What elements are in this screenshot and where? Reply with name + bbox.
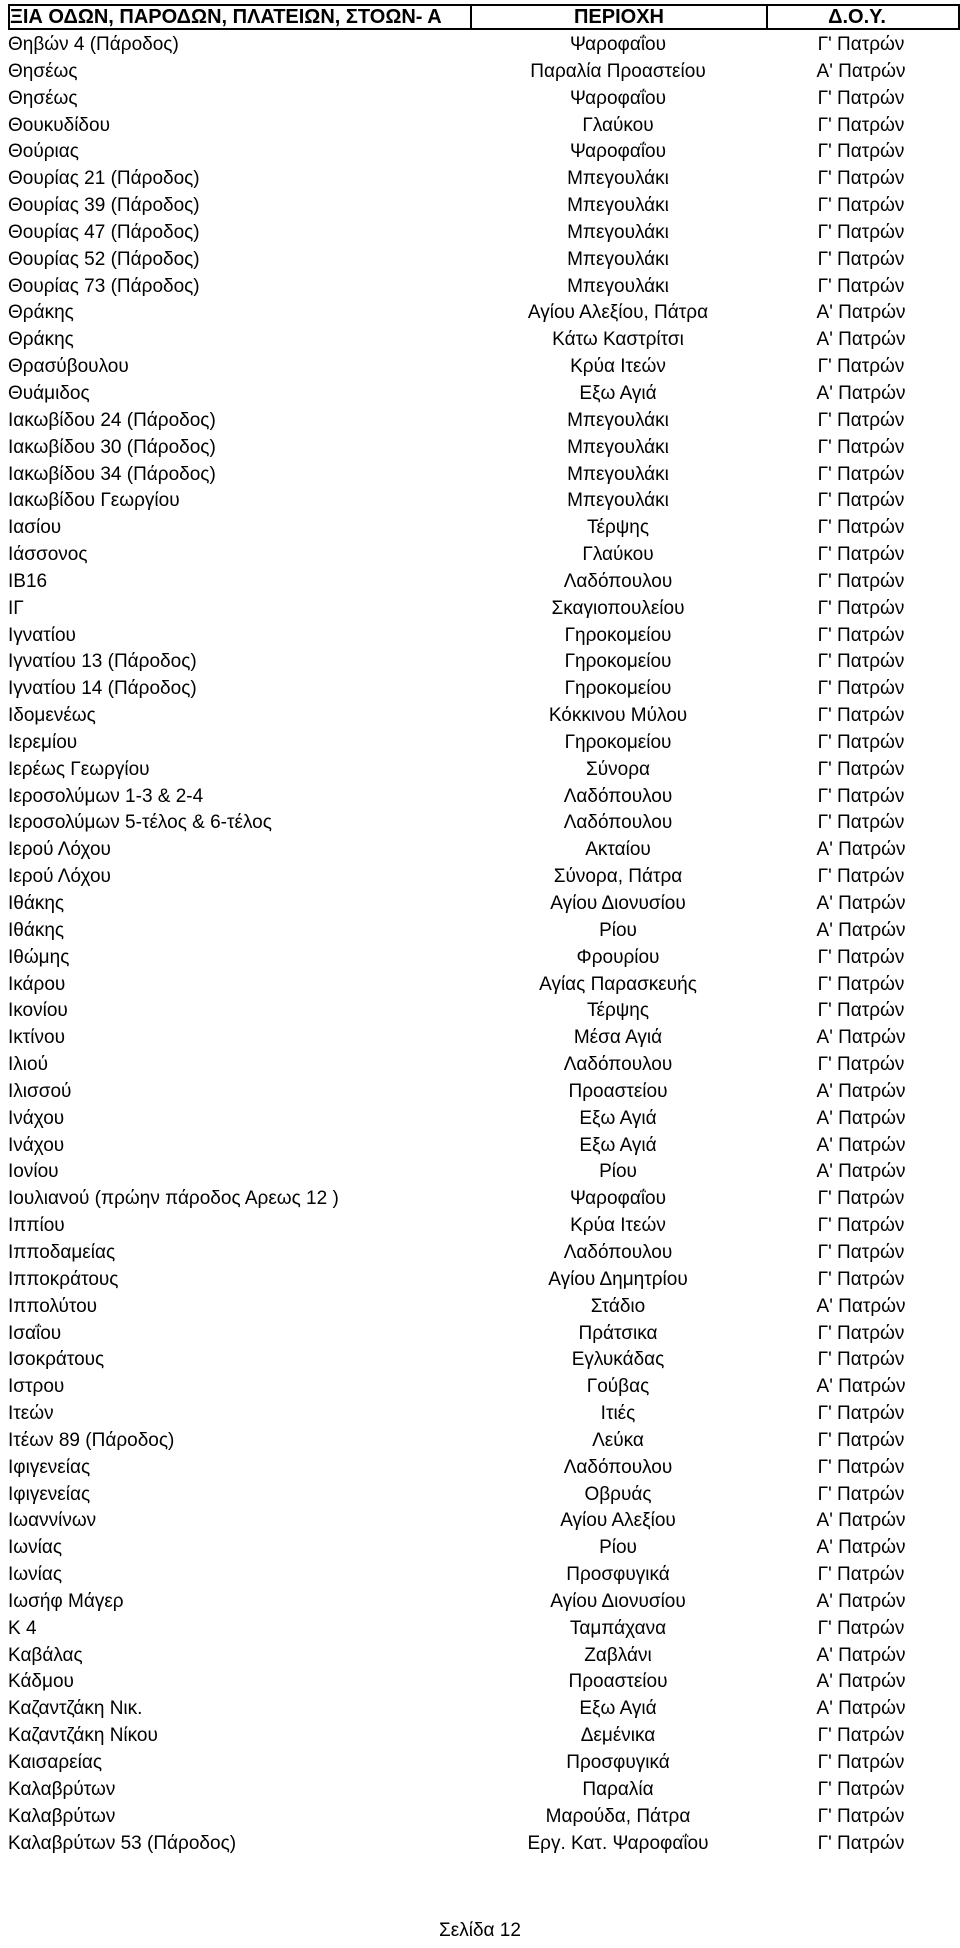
tax-office-cell: Α' Πατρών (816, 382, 906, 404)
table-row (8, 730, 960, 757)
street-name-cell: Θουρίας 21 (Πάροδος) (8, 168, 200, 190)
area-cell: Σύνορα, Πάτρα (553, 866, 683, 888)
street-name-cell: Ιφιγενείας (8, 1483, 91, 1505)
table-row (8, 1052, 960, 1079)
table-row (8, 1186, 960, 1213)
street-name-cell: Ιππίου (8, 1215, 65, 1237)
table-row (8, 1374, 960, 1401)
street-name-cell: Ιακωβίδου Γεωργίου (8, 490, 180, 512)
tax-office-cell: Α' Πατρών (816, 1537, 906, 1559)
street-name-cell: Ιδομενέως (8, 705, 96, 727)
table-row (8, 381, 960, 408)
street-name-cell: Ιασίου (8, 517, 62, 539)
street-name-cell: Καλαβρύτων (8, 1805, 116, 1827)
area-cell: Μαρούδα, Πάτρα (545, 1805, 691, 1827)
tax-office-cell: Α' Πατρών (816, 1644, 906, 1666)
street-name-cell: ΙΓ (8, 597, 24, 619)
header-street-name: ΞΙΑ ΟΔΩΝ, ΠΑΡΟΔΩΝ, ΠΛΑΤΕΙΩΝ, ΣΤΟΩΝ- Α (10, 6, 472, 28)
area-cell: Παραλία Προαστείου (530, 60, 706, 82)
area-cell: Δεμένικα (580, 1725, 656, 1747)
area-cell: Μπεγουλάκι (567, 436, 669, 458)
tax-office-cell: Γ' Πατρών (817, 356, 905, 378)
area-cell: Γούβας (586, 1376, 650, 1398)
area-cell: Λαδόπουλου (563, 1241, 673, 1263)
table-row (8, 1267, 960, 1294)
area-cell: Πράτσικα (578, 1322, 658, 1344)
tax-office-cell: Α' Πατρών (816, 1510, 906, 1532)
tax-office-cell: Γ' Πατρών (817, 731, 905, 753)
tax-office-cell: Γ' Πατρών (817, 946, 905, 968)
area-cell: Μπεγουλάκι (567, 275, 669, 297)
tax-office-cell: Γ' Πατρών (817, 517, 905, 539)
area-cell: Ψαροφαΐου (570, 87, 666, 109)
tax-office-cell: Γ' Πατρών (817, 1483, 905, 1505)
tax-office-cell: Γ' Πατρών (817, 87, 905, 109)
tax-office-cell: Γ' Πατρών (817, 1805, 905, 1827)
area-cell: Λαδόπουλου (563, 570, 673, 592)
street-name-cell: Ινάχου (8, 1134, 65, 1156)
area-cell: Ψαροφαΐου (570, 141, 666, 163)
tax-office-cell: Α' Πατρών (816, 1590, 906, 1612)
area-cell: Στάδιο (590, 1295, 646, 1317)
table-row (8, 757, 960, 784)
tax-office-cell: Γ' Πατρών (817, 705, 905, 727)
table-row (8, 1669, 960, 1696)
table-row (8, 247, 960, 274)
table-row (8, 139, 960, 166)
street-name-cell: Ιεροσολύμων 5-τέλος & 6-τέλος (8, 812, 272, 834)
area-cell: Λαδόπουλου (563, 1456, 673, 1478)
area-cell: Μπεγουλάκι (567, 463, 669, 485)
street-name-cell: Καλαβρύτων (8, 1778, 116, 1800)
street-name-cell: Ιπποκράτους (8, 1268, 119, 1290)
table-header (8, 4, 960, 30)
area-cell: Ρίου (599, 1537, 637, 1559)
tax-office-cell: Γ' Πατρών (817, 570, 905, 592)
area-cell: Γλαύκου (582, 114, 654, 136)
tax-office-cell: Γ' Πατρών (817, 1725, 905, 1747)
area-cell: Ψαροφαΐου (570, 1188, 666, 1210)
tax-office-cell: Γ' Πατρών (817, 1617, 905, 1639)
table-row (8, 462, 960, 489)
table-row (8, 408, 960, 435)
tax-office-cell: Γ' Πατρών (817, 168, 905, 190)
table-row (8, 784, 960, 811)
table-row (8, 891, 960, 918)
area-cell: Λεύκα (592, 1429, 644, 1451)
street-name-cell: Ικονίου (8, 1000, 68, 1022)
table-row (8, 327, 960, 354)
area-cell: Κάτω Καστρίτσι (552, 329, 684, 351)
street-name-cell: Ιθώμης (8, 946, 70, 968)
tax-office-cell: Γ' Πατρών (817, 1778, 905, 1800)
area-cell: Γλαύκου (582, 544, 654, 566)
table-row (8, 998, 960, 1025)
street-name-cell: Ιτέων 89 (Πάροδος) (8, 1429, 175, 1451)
street-name-cell: Ιλιού (8, 1054, 48, 1076)
tax-office-cell: Α' Πατρών (816, 329, 906, 351)
tax-office-cell: Γ' Πατρών (817, 248, 905, 270)
table-row (8, 166, 960, 193)
area-cell: Ψαροφαΐου (570, 34, 666, 55)
area-cell: Μπεγουλάκι (567, 409, 669, 431)
tax-office-cell: Γ' Πατρών (817, 544, 905, 566)
table-row (8, 1643, 960, 1670)
street-name-cell: Ιωσήφ Μάγερ (8, 1590, 124, 1612)
area-cell: Μπεγουλάκι (567, 490, 669, 512)
tax-office-cell: Γ' Πατρών (817, 490, 905, 512)
street-name-cell: Ιπποδαμείας (8, 1241, 116, 1263)
street-name-cell: Ιθάκης (8, 893, 65, 914)
street-name-cell: Ιγνατίου 13 (Πάροδος) (8, 651, 197, 673)
area-cell: Σύνορα (586, 758, 650, 780)
street-name-cell: Ιλισσού (8, 1080, 72, 1102)
tax-office-cell: Α' Πατρών (816, 839, 906, 861)
table-row (8, 1294, 960, 1321)
tax-office-cell: Α' Πατρών (816, 1376, 906, 1398)
street-name-cell: Θησέως (8, 60, 78, 82)
tax-office-cell: Γ' Πατρών (817, 1000, 905, 1022)
page-number: Σελίδα 12 (439, 1920, 521, 1941)
table-row (8, 1455, 960, 1482)
table-row (8, 1589, 960, 1616)
area-cell: Φρουρίου (576, 946, 660, 968)
tax-office-cell: Γ' Πατρών (817, 973, 905, 995)
tax-office-cell: Α' Πατρών (816, 60, 906, 82)
street-name-cell: ΙΒ16 (8, 570, 48, 592)
tax-office-cell: Γ' Πατρών (817, 1832, 905, 1854)
street-table (8, 4, 960, 1857)
area-cell: Ζαβλάνι (584, 1644, 652, 1666)
area-cell: Μπεγουλάκι (567, 195, 669, 217)
table-row (8, 1535, 960, 1562)
area-cell: Παραλία (582, 1778, 654, 1800)
table-row (8, 1213, 960, 1240)
street-name-cell: Θούριας (8, 141, 79, 163)
table-row (8, 1347, 960, 1374)
table-row (8, 113, 960, 140)
tax-office-cell: Α' Πατρών (816, 1134, 906, 1156)
table-row (8, 435, 960, 462)
area-cell: Γηροκομείου (564, 678, 672, 700)
tax-office-cell: Γ' Πατρών (817, 436, 905, 458)
area-cell: Αγίου Δημητρίου (548, 1268, 688, 1290)
tax-office-cell: Γ' Πατρών (817, 678, 905, 700)
street-name-cell: Ινάχου (8, 1107, 65, 1129)
table-row (8, 703, 960, 730)
tax-office-cell: Γ' Πατρών (817, 1429, 905, 1451)
street-name-cell: Ισοκράτους (8, 1349, 105, 1371)
street-name-cell: Ιγνατίου 14 (Πάροδος) (8, 678, 197, 700)
tax-office-cell: Γ' Πατρών (817, 1349, 905, 1371)
table-row (8, 569, 960, 596)
area-cell: Εξω Αγιά (579, 1134, 657, 1156)
street-name-cell: Ιάσσονος (8, 544, 88, 566)
table-row (8, 515, 960, 542)
table-row (8, 1025, 960, 1052)
street-name-cell: Θουκυδίδου (8, 114, 110, 136)
street-name-cell: Ιστρου (8, 1376, 65, 1398)
area-cell: Λαδόπουλου (563, 812, 673, 834)
area-cell: Λαδόπουλου (563, 1054, 673, 1076)
street-name-cell: Θράκης (8, 302, 74, 324)
area-cell: Κόκκινου Μύλου (548, 705, 688, 727)
tax-office-cell: Γ' Πατρών (817, 1241, 905, 1263)
table-row (8, 193, 960, 220)
table-row (8, 837, 960, 864)
area-cell: Γηροκομείου (564, 651, 672, 673)
tax-office-cell: Γ' Πατρών (817, 1403, 905, 1425)
street-name-cell: Θουρίας 73 (Πάροδος) (8, 275, 200, 297)
area-cell: Τέρψης (586, 1000, 650, 1022)
street-name-cell: Θρασύβουλου (8, 356, 129, 378)
table-row (8, 1482, 960, 1509)
table-row (8, 864, 960, 891)
area-cell: Σκαγιοπουλείου (551, 597, 685, 619)
street-name-cell: Καβάλας (8, 1644, 83, 1666)
tax-office-cell: Γ' Πατρών (817, 1188, 905, 1210)
tax-office-cell: Α' Πατρών (816, 1671, 906, 1693)
street-name-cell: Κάδμου (8, 1671, 74, 1693)
area-cell: Αγίου Διονυσίου (550, 1590, 686, 1612)
table-body (8, 32, 960, 1857)
area-cell: Αγίου Διονυσίου (550, 893, 686, 914)
header-tax-office: Δ.Ο.Υ. (768, 6, 960, 28)
tax-office-cell: Γ' Πατρών (817, 624, 905, 646)
table-row (8, 1240, 960, 1267)
area-cell: Εξω Αγιά (579, 1698, 657, 1720)
tax-office-cell: Γ' Πατρών (817, 221, 905, 243)
area-cell: Εξω Αγιά (579, 1107, 657, 1129)
street-name-cell: Καλαβρύτων 53 (Πάροδος) (8, 1832, 237, 1854)
tax-office-cell: Α' Πατρών (816, 1027, 906, 1049)
table-row (8, 1159, 960, 1186)
street-name-cell: Ικτίνου (8, 1027, 65, 1049)
street-name-cell: Ιουλιανού (πρώην πάροδος Αρεως 12 ) (8, 1188, 339, 1210)
tax-office-cell: Γ' Πατρών (817, 651, 905, 673)
street-name-cell: Θηβών 4 (Πάροδος) (8, 34, 179, 55)
street-name-cell: Ιωνίας (8, 1564, 62, 1586)
area-cell: Εξω Αγιά (579, 382, 657, 404)
table-row (8, 810, 960, 837)
area-cell: Γηροκομείου (564, 731, 672, 753)
street-name-cell: Καισαρείας (8, 1752, 102, 1773)
header-area: ΠΕΡΙΟΧΗ (472, 6, 768, 28)
street-name-cell: Ιγνατίου (8, 624, 76, 646)
table-row (8, 59, 960, 86)
tax-office-cell: Γ' Πατρών (817, 114, 905, 136)
area-cell: Προαστείου (568, 1080, 668, 1102)
tax-office-cell: Α' Πατρών (816, 1698, 906, 1720)
tax-office-cell: Α' Πατρών (816, 1107, 906, 1129)
tax-office-cell: Γ' Πατρών (817, 785, 905, 807)
street-name-cell: Καζαντζάκη Νικ. (8, 1698, 143, 1720)
area-cell: Αγίας Παρασκευής (539, 973, 697, 995)
tax-office-cell: Γ' Πατρών (817, 866, 905, 888)
tax-office-cell: Γ' Πατρών (817, 1215, 905, 1237)
street-name-cell: Ιεροσολύμων 1-3 & 2-4 (8, 785, 204, 807)
area-cell: Προσφυγικά (566, 1752, 670, 1773)
table-row (8, 32, 960, 59)
street-name-cell: Ιερεμίου (8, 731, 78, 753)
area-cell: Οβρυάς (584, 1483, 652, 1505)
area-cell: Αγίου Αλεξίου, Πάτρα (527, 302, 709, 324)
street-name-cell: Θησέως (8, 87, 78, 109)
tax-office-cell: Α' Πατρών (816, 302, 906, 324)
street-name-cell: Θουρίας 47 (Πάροδος) (8, 221, 200, 243)
table-row (8, 1321, 960, 1348)
table-row (8, 220, 960, 247)
area-cell: Τέρψης (586, 517, 650, 539)
table-row (8, 1133, 960, 1160)
tax-office-cell: Γ' Πατρών (817, 1456, 905, 1478)
table-row (8, 274, 960, 301)
tax-office-cell: Γ' Πατρών (817, 141, 905, 163)
table-row (8, 676, 960, 703)
area-cell: Μπεγουλάκι (567, 248, 669, 270)
area-cell: Μπεγουλάκι (567, 221, 669, 243)
tax-office-cell: Γ' Πατρών (817, 812, 905, 834)
street-name-cell: Ιακωβίδου 24 (Πάροδος) (8, 409, 216, 431)
table-row (8, 1106, 960, 1133)
tax-office-cell: Γ' Πατρών (817, 597, 905, 619)
table-row (8, 1696, 960, 1723)
street-name-cell: Ιωνίας (8, 1537, 62, 1559)
area-cell: Αγίου Αλεξίου (560, 1510, 676, 1532)
table-row (8, 1401, 960, 1428)
table-row (8, 1804, 960, 1831)
table-row (8, 354, 960, 381)
area-cell: Προσφυγικά (566, 1564, 670, 1586)
table-row (8, 649, 960, 676)
tax-office-cell: Γ' Πατρών (817, 34, 905, 55)
table-row (8, 972, 960, 999)
table-row (8, 1777, 960, 1804)
street-name-cell: Ιερού Λόχου (8, 866, 111, 888)
table-row (8, 1723, 960, 1750)
table-row (8, 596, 960, 623)
street-name-cell: Ιερού Λόχου (8, 839, 111, 861)
tax-office-cell: Α' Πατρών (816, 893, 906, 914)
tax-office-cell: Γ' Πατρών (817, 195, 905, 217)
area-cell: Εγλυκάδας (571, 1349, 665, 1371)
street-name-cell: Ιππολύτου (8, 1295, 98, 1317)
tax-office-cell: Γ' Πατρών (817, 275, 905, 297)
tax-office-cell: Γ' Πατρών (817, 463, 905, 485)
street-name-cell: Ιακωβίδου 34 (Πάροδος) (8, 463, 216, 485)
table-row (8, 86, 960, 113)
street-name-cell: Ιωαννίνων (8, 1510, 97, 1532)
street-name-cell: Θουρίας 52 (Πάροδος) (8, 248, 200, 270)
table-row (8, 542, 960, 569)
table-row (8, 1562, 960, 1589)
street-name-cell: Κ 4 (8, 1617, 37, 1639)
tax-office-cell: Γ' Πατρών (817, 758, 905, 780)
tax-office-cell: Γ' Πατρών (817, 1564, 905, 1586)
table-row (8, 623, 960, 650)
tax-office-cell: Γ' Πατρών (817, 1752, 905, 1773)
area-cell: Κρύα Ιτεών (570, 356, 666, 378)
area-cell: Ρίου (599, 1161, 637, 1183)
street-name-cell: Ιερέως Γεωργίου (8, 758, 150, 780)
tax-office-cell: Α' Πατρών (816, 919, 906, 941)
table-row (8, 488, 960, 515)
table-row (8, 918, 960, 945)
area-cell: Εργ. Κατ. Ψαροφαΐου (527, 1832, 709, 1854)
street-name-cell: Ιφιγενείας (8, 1456, 91, 1478)
street-name-cell: Ικάρου (8, 973, 66, 995)
street-name-cell: Θουρίας 39 (Πάροδος) (8, 195, 200, 217)
area-cell: Μέσα Αγιά (573, 1027, 663, 1049)
tax-office-cell: Α' Πατρών (816, 1080, 906, 1102)
street-name-cell: Θυάμιδος (8, 382, 90, 404)
table-row (8, 1428, 960, 1455)
table-row (8, 1750, 960, 1777)
tax-office-cell: Γ' Πατρών (817, 1322, 905, 1344)
street-name-cell: Καζαντζάκη Νίκου (8, 1725, 158, 1747)
area-cell: Ρίου (599, 919, 637, 941)
area-cell: Λαδόπουλου (563, 785, 673, 807)
area-cell: Ακταίου (585, 839, 651, 861)
street-name-cell: Ιθάκης (8, 919, 65, 941)
street-name-cell: Ιτεών (8, 1403, 54, 1425)
area-cell: Μπεγουλάκι (567, 168, 669, 190)
area-cell: Γηροκομείου (564, 624, 672, 646)
tax-office-cell: Γ' Πατρών (817, 1054, 905, 1076)
tax-office-cell: Α' Πατρών (816, 1161, 906, 1183)
street-name-cell: Θράκης (8, 329, 74, 351)
table-row (8, 1616, 960, 1643)
tax-office-cell: Γ' Πατρών (817, 409, 905, 431)
table-row (8, 1831, 960, 1858)
tax-office-cell: Γ' Πατρών (817, 1268, 905, 1290)
area-cell: Ιτιές (600, 1403, 636, 1425)
table-row (8, 1079, 960, 1106)
area-cell: Ταμπάχανα (569, 1617, 667, 1639)
street-name-cell: Ισαΐου (8, 1322, 62, 1344)
tax-office-cell: Α' Πατρών (816, 1295, 906, 1317)
street-name-cell: Ιακωβίδου 30 (Πάροδος) (8, 436, 216, 458)
table-row (8, 1508, 960, 1535)
street-name-cell: Ιονίου (8, 1161, 59, 1183)
table-row (8, 945, 960, 972)
area-cell: Προαστείου (568, 1671, 668, 1693)
area-cell: Κρύα Ιτεών (570, 1215, 666, 1237)
table-row (8, 300, 960, 327)
